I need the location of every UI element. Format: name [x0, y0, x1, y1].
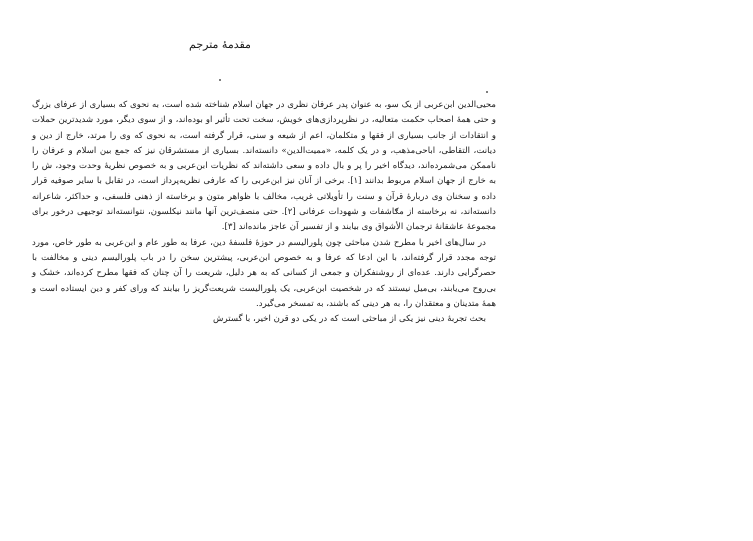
paragraph-3: بحث تجربهٔ دینی نیز یکی از مباحثی است که در یکی دو قرن اخیر، با گسترش [213, 314, 486, 325]
speck-mark [219, 79, 221, 81]
body-text [32, 98, 496, 327]
speck-mark [486, 91, 488, 93]
paragraph-1: محیی‌الدین ابن‌عربی از یک سو، به عنوان پدر عرفان نظری در جهان اسلام شناخته شده است، به نحوی که بسیاری از عرفای بزرگ و حتی همهٔ اصحاب حکمت متعالیه، در نظرپردازی‌های خویش، سخت تحت تأثیر او بوده‌اند، و از سوی دیگر، مورد شدیدترین حملات و انتقادات از جانب بسیاری از فقها و متکلمان، اعم از شیعه و سنی، قرار گرفته است، به نحوی که وی را مرتد، خارج از دین و دیانت، التقاطی، اباحی‌مذهب، و در یک کلمه، «ممیت‌الدین» دانسته‌اند. بسیاری از مستشرقان نیز که جمع بین اسلام و عرفان را ناممکن می‌شمرده‌اند، دیدگاه اخیر را پر و بال داده و سعی داشته‌اند که نظریات ابن‌عربی و به خصوص نظریهٔ وحدت وجود، ش را به خارج از جهان اسلام مربوط بدانند [۱]. برخی از آنان نیز ابن‌عربی را که عارفی نظریه‌پرداز است، در تقابل با سایر صوفیه قرار داده و سخنان وی دربارهٔ قرآن و سنت را تأویلاتی غریب، مخالف با ظواهر متون و برخاسته از ذهنی فلسفی، و حداکثر، شاعرانه دانسته‌اند، نه برخاسته از مکاشفات و شهودات عرفانی [۲]. حتی منصف‌ترین آنها مانند نیکلسون، نتوانسته‌اند توجیهی درخور برای مجموعهٔ عاشقانهٔ ترجمان الأشواق وی بیابند و از تفسیر آن عاجز مانده‌اند [۳]. [32, 100, 496, 233]
page-heading: مقدمهٔ مترجم [189, 38, 251, 51]
paragraph-2: در سال‌های اخیر با مطرح شدن مباحثی چون پلورالیسم در حوزهٔ فلسفهٔ دین، عرفا به طور عام و ابن‌عربی به طور خاص، مورد توجه مجدد قرار گرفته‌اند، با این ادعا که عرفا و به خصوص ابن‌عربی، پیشترین سخن را در باب پلورالیسم دینی و مخالفت با حصرگرایی دارند. عده‌ای از روشنفکران و جمعی از کسانی که به هر دلیل، شریعت را آن چنان که فقها مطرح کرده‌اند، خشک و بی‌روح می‌یابند، بی‌میل نیستند که در شخصیت ابن‌عربی، یک پلورالیست شریعت‌گریز را بیابند که ورای کفر و دین ایستاده است و همهٔ متدینان و معتقدان را، به هر دینی که باشند، به تمسخر می‌گیرد. [32, 237, 496, 309]
